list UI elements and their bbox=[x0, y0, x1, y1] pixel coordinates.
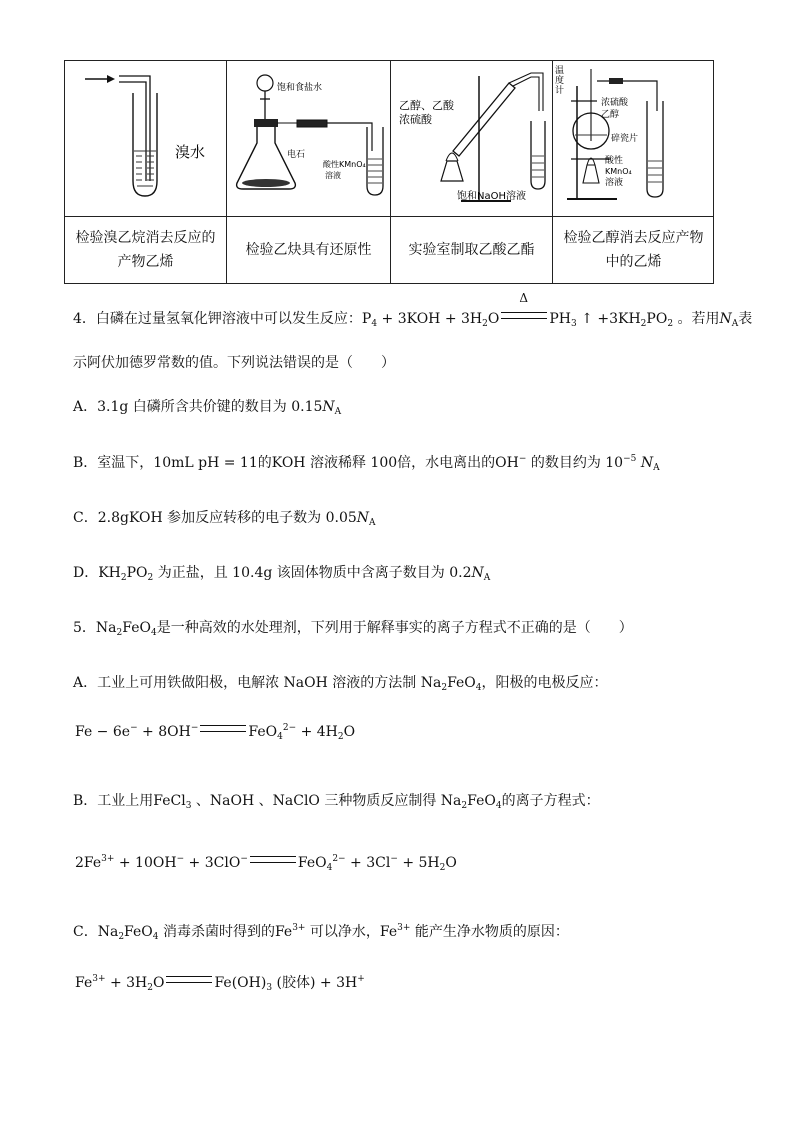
experiment-table bbox=[64, 60, 714, 284]
label-porcelain: 碎瓷片 bbox=[611, 134, 639, 144]
label-kmno4: 酸性KMnO₄ bbox=[323, 160, 366, 169]
caption-cell-2: 检验乙炔具有还原性 bbox=[245, 242, 372, 258]
label-ethanol: 乙醇 bbox=[601, 110, 620, 120]
q5-option-c-equation: $Fe^{3+} + 3H_2O$ $Fe(OH)_3$ (胶体) + 3H+ bbox=[75, 974, 365, 993]
q5-option-a-text: A．工业上可用铁做阳极，电解浓 NaOH 溶液的方法制 $Na_2FeO_4$，阳极的电极反应： bbox=[73, 675, 608, 693]
apparatus-acetylene bbox=[227, 61, 390, 216]
caption-cell-1: 检验溴乙烷消去反应的产物乙烯 bbox=[75, 230, 216, 270]
q4-option-c: C．2.8gKOH 参加反应转移的电子数为 $0.05N_A$ bbox=[73, 510, 376, 528]
label-thermo-2: 度 bbox=[555, 76, 565, 86]
label-conc-sulfuric: 浓硫酸 bbox=[399, 113, 432, 126]
q4-stem-line1: 4．白磷在过量氢氧化钾溶液中可以发生反应：$P_4 + 3KOH + 3H_2O$ Δ $PH_3$ ↑ $+3KH_2PO_2$ 。若用$N_A$表 bbox=[73, 291, 753, 329]
label-naoh: 饱和NaOH溶液 bbox=[457, 191, 526, 202]
label-acidic: 酸性 bbox=[605, 156, 624, 166]
apparatus-ethanol-elimination bbox=[553, 61, 713, 216]
label-thermo-1: 温 bbox=[555, 66, 565, 76]
q4-option-a: A．3.1g 白磷所含共价键的数目为 $0.15N_A$ bbox=[73, 399, 342, 417]
label-solution-2: 溶液 bbox=[605, 178, 624, 188]
q5-stem: 5．$Na_2FeO_4$是一种高效的水处理剂，下列用于解释事实的离子方程式不正确的是（ ） bbox=[73, 620, 633, 638]
apparatus-ethyl-acetate bbox=[391, 61, 552, 216]
q4-option-d: D．$KH_2PO_2$ 为正盐，且 10.4g 该固体物质中含离子数目为 $0.2N_A$ bbox=[73, 565, 491, 583]
apparatus-bromine-water bbox=[65, 61, 226, 216]
q5-option-b-text: B．工业上用FeCl$_3$ 、NaOH 、NaClO 三种物质反应制得 $Na_2FeO_4$的离子方程式： bbox=[73, 793, 600, 811]
q5-option-c-text: C．$Na_2FeO_4$ 消毒杀菌时得到的$Fe^{3+}$ 可以净水，$Fe^{3+}$ 能产生净水物质的原因： bbox=[73, 923, 569, 942]
q4-stem-line2: 示阿伏加德罗常数的值。下列说法错误的是（ ） bbox=[73, 355, 395, 371]
label-solution: 溶液 bbox=[325, 171, 341, 180]
caption-cell-3: 实验室制取乙酸乙酯 bbox=[408, 242, 535, 258]
apparatus-drawing bbox=[391, 61, 552, 216]
apparatus-drawing bbox=[553, 61, 713, 216]
caption-cell-4: 检验乙醇消去反应产物中的乙烯 bbox=[563, 230, 704, 270]
apparatus-drawing bbox=[227, 61, 390, 216]
label-brine: 饱和食盐水 bbox=[277, 83, 323, 93]
label-ethanol-acetic: 乙醇、乙酸 bbox=[399, 99, 454, 112]
apparatus-drawing bbox=[65, 61, 226, 216]
q4-option-b: B．室温下，10mL pH = 11的KOH 溶液稀释 100倍，水电离出的OH− 的数目约为 $10^{-5}$ $N_A$ bbox=[73, 454, 660, 473]
label-kmno4-2: KMnO₄ bbox=[605, 167, 632, 176]
label-calcium-carbide: 电石 bbox=[287, 150, 306, 160]
q5-option-a-equation: Fe − 6e− + 8OH− $FeO_4^{2-} + 4H_2O$ bbox=[75, 723, 356, 742]
label-bromine-water: 溴水 bbox=[175, 143, 206, 161]
q5-option-b-equation: $2Fe^{3+} + 10OH^- + 3ClO^-$ $FeO_4^{2-} + 3Cl^- + 5H_2O$ bbox=[75, 854, 457, 873]
label-thermo-3: 计 bbox=[555, 86, 565, 96]
label-sulfuric: 浓硫酸 bbox=[601, 98, 629, 108]
